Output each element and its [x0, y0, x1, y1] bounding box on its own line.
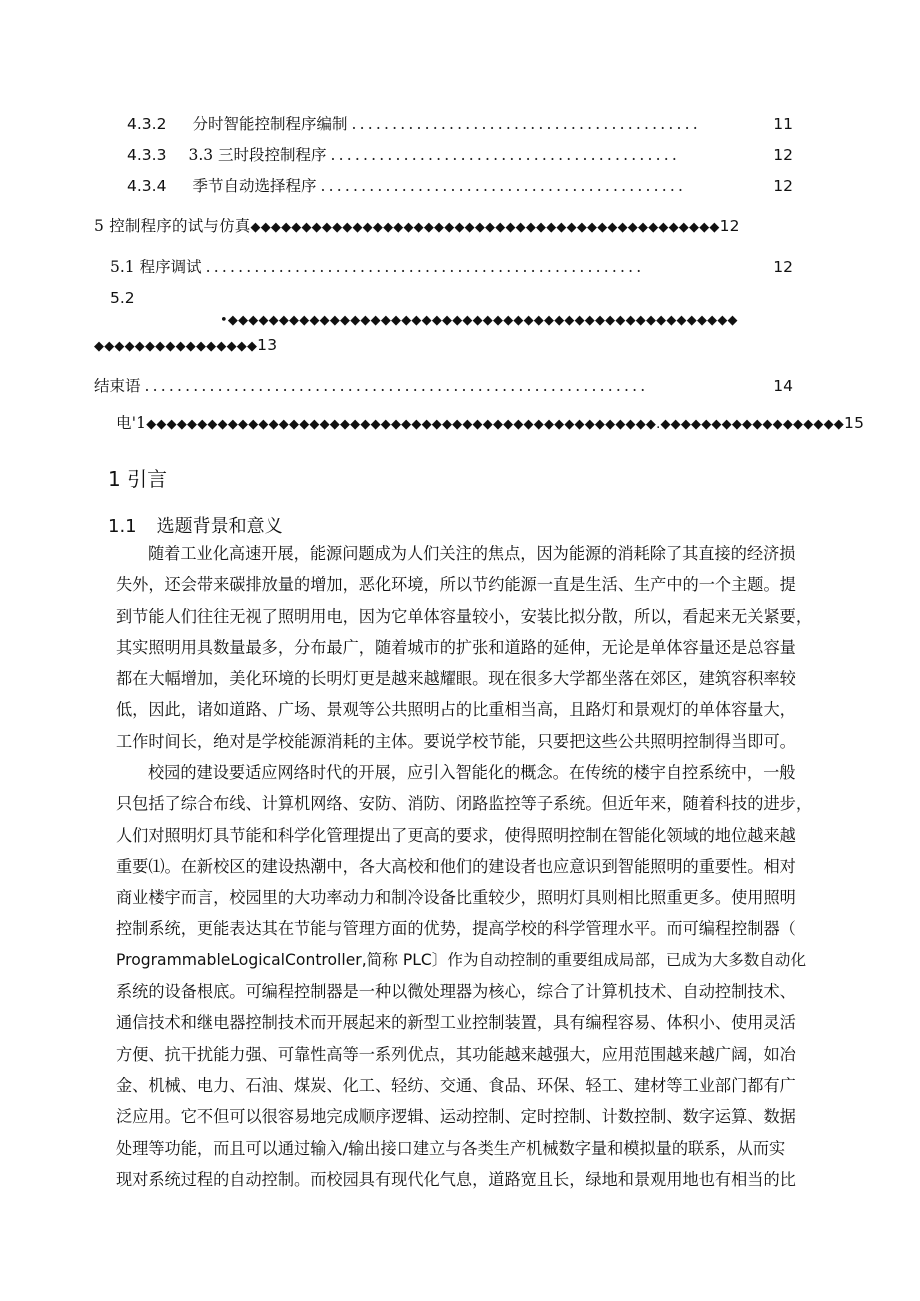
toc-leader: ...................................................... — [205, 258, 645, 276]
toc-title: 5 控制程序的试与仿真 — [94, 217, 251, 235]
toc-title: 季节自动选择程序 — [192, 177, 317, 195]
toc-leader: ............................................. — [320, 177, 687, 195]
toc-entry-references[interactable] — [116, 413, 865, 435]
toc-entry-ending[interactable] — [94, 376, 793, 396]
toc-title: 5.1 程序调试 — [110, 258, 202, 276]
toc-entry-4-3-4[interactable] — [127, 176, 793, 196]
paragraph-2 — [116, 757, 818, 1195]
text-line: 方便、抗干扰能力强、可靠性高等一系列优点，其功能越来越强大，应用范围越来越广阔，如冶 — [116, 1044, 796, 1064]
toc-number: 4.3.3 — [127, 146, 167, 164]
text-line: 只包括了综合布线、计算机网络、安防、消防、闭路监控等子系统。但近年来，随着科技的进步， — [116, 794, 813, 814]
toc-title: 分时智能控制程序编制 — [192, 115, 348, 133]
toc-leader: ........................................... — [351, 115, 701, 133]
toc-page-number: 15 — [844, 414, 865, 432]
toc-number: 4.3.2 — [127, 115, 167, 133]
section-number: 1.1 — [108, 516, 137, 537]
toc-entry-5-2-leader-continued[interactable] — [94, 335, 294, 357]
text-line: 人们对照明灯具节能和科学化管理提出了更高的要求，使得照明控制在智能化领域的地位越来越 — [116, 825, 796, 845]
toc-page-number: 12 — [773, 146, 793, 164]
toc-page-number: 11 — [773, 115, 793, 133]
text-line: 处理等功能，而且可以通过输入/输出接口建立与各类生产机械数字量和模拟量的联系，从而实 — [116, 1138, 786, 1158]
text-line: 现对系统过程的自动控制。而校园具有现代化气息，道路宽且长，绿地和景观用地也有相当的比 — [116, 1169, 796, 1189]
text-line: 到节能人们往往无视了照明用电，因为它单体容量较小，安装比拟分散，所以，看起来无关紧要， — [116, 606, 813, 626]
text-line: 工作时间长，绝对是学校能源消耗的主体。要说学校节能，只要把这些公共照明控制得当即可。 — [116, 731, 796, 751]
text-line: 商业楼宇而言，校园里的大功率动力和制冷设备比重较少，照明灯具则相比照重更多。使用照明 — [116, 888, 796, 908]
toc-leader: .............................................................. — [144, 377, 649, 395]
section-title: 选题背景和意义 — [156, 516, 283, 537]
chapter-title: 1 引言 — [108, 467, 168, 491]
text-line: 其实照明用具数量最多，分布最广，随着城市的扩张和道路的延伸，无论是单体容量还是总容量 — [116, 637, 796, 657]
toc-title: 电'1 — [116, 414, 147, 432]
toc-entry-5[interactable] — [94, 216, 740, 238]
text-line: ProgrammableLogicalController,简称 PLC〕作为自动控制的重要组成局部，已成为大多数自动化 — [116, 950, 807, 969]
toc-entry-5-1[interactable] — [110, 257, 793, 277]
text-line: 泛应用。它不但可以很容易地完成顺序逻辑、运动控制、定时控制、计数控制、数字运算、数据 — [116, 1107, 796, 1127]
text-line: 系统的设备根底。可编程控制器是一种以微处理器为核心，综合了计算机技术、自动控制技术、 — [116, 982, 796, 1002]
toc-leader: ........................................... — [330, 146, 680, 164]
toc-title: 结束语 — [94, 377, 141, 395]
text-line: 金、机械、电力、石油、煤炭、化工、轻纺、交通、食品、环保、轻工、建材等工业部门都有广 — [116, 1075, 796, 1095]
toc-entry-4-3-3[interactable] — [127, 145, 793, 165]
toc-leader: ◆◆◆◆◆◆◆◆◆◆◆◆◆◆◆◆ — [94, 339, 258, 354]
toc-page-number: 14 — [773, 377, 793, 395]
paragraph-1 — [116, 538, 818, 757]
text-line: 通信技术和继电器控制技术而开展起来的新型工业控制装置，具有编程容易、体积小、使用灵活 — [116, 1013, 796, 1033]
toc-entry-5-2-leader[interactable] — [220, 311, 826, 331]
toc-leader: ◆◆◆◆◆◆◆◆◆◆◆◆◆◆◆◆◆◆◆◆◆◆◆◆◆◆◆◆◆◆◆◆◆◆◆◆◆◆◆◆◆◆◆◆◆◆◆◆◆◆.◆◆◆◆◆◆◆◆◆◆◆◆◆◆◆◆◆◆ — [146, 417, 845, 432]
toc-entry-5-2-number — [110, 288, 170, 308]
toc-page-number: 13 — [257, 336, 278, 354]
toc-page-number: 12 — [719, 217, 740, 235]
text-line: 重要⑴。在新校区的建设热潮中，各大高校和他们的建设者也应意识到智能照明的重要性。相对 — [116, 856, 796, 876]
toc-entry-4-3-2[interactable] — [127, 114, 793, 134]
toc-leader: •◆◆◆◆◆◆◆◆◆◆◆◆◆◆◆◆◆◆◆◆◆◆◆◆◆◆◆◆◆◆◆◆◆◆◆◆◆◆◆◆◆◆◆◆◆◆◆◆◆◆ — [220, 313, 738, 328]
toc-title: 3.3 三时段控制程序 — [188, 146, 327, 164]
toc-leader: ◆◆◆◆◆◆◆◆◆◆◆◆◆◆◆◆◆◆◆◆◆◆◆◆◆◆◆◆◆◆◆◆◆◆◆◆◆◆◆◆◆◆◆◆◆◆ — [250, 220, 720, 235]
toc-page-number: 12 — [773, 177, 793, 195]
text-line: 都在大幅增加，美化环境的长明灯更是越来越耀眼。现在很多大学都坐落在郊区，建筑容积率较 — [116, 669, 796, 689]
section-heading — [108, 512, 283, 538]
text-line: 失外，还会带来碳排放量的增加，恶化环境，所以节约能源一直是生活、生产中的一个主题。提 — [116, 575, 796, 595]
toc-number: 4.3.4 — [127, 177, 167, 195]
text-line: 随着工业化高速开展，能源问题成为人们关注的焦点，因为能源的消耗除了其直接的经济损 — [148, 544, 796, 563]
text-line: 低，因此，诸如道路、广场、景观等公共照明占的比重相当高，且路灯和景观灯的单体容量大， — [116, 700, 796, 720]
toc-page-number: 12 — [773, 258, 793, 276]
text-line: 校园的建设要适应网络时代的开展，应引入智能化的概念。在传统的楼宇自控系统中，一般 — [148, 763, 796, 782]
toc-number: 5.2 — [110, 289, 135, 307]
text-line: 控制系统，更能表达其在节能与管理方面的优势，提高学校的科学管理水平。而可编程控制器（ — [116, 919, 796, 939]
